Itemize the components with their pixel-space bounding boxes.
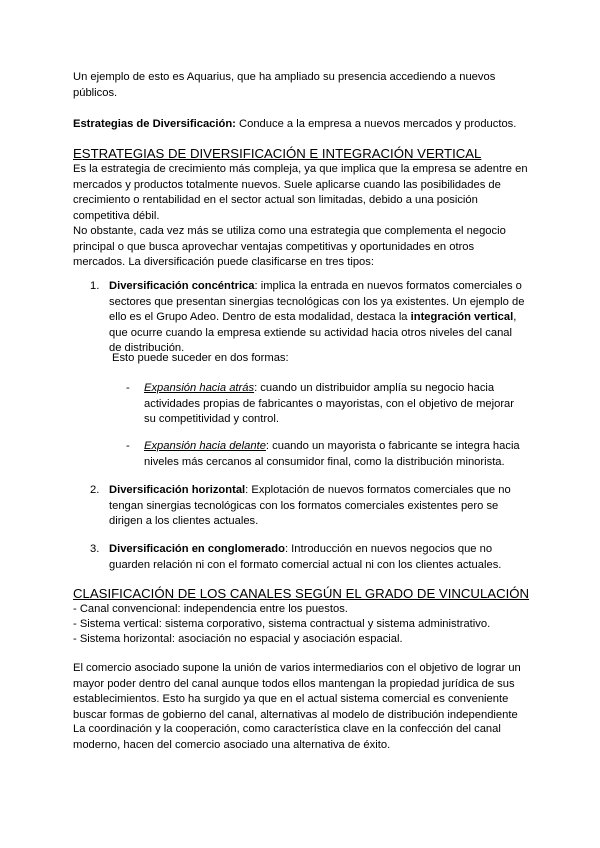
sub-item-text: : cuando un distribuidor amplía su negocio hacia actividades propias de fabricantes o mayoristas, con el objetivo de mejorar su competitividad y control. [144,382,515,425]
section-heading-diversificacion: ESTRATEGIAS DE DIVERSIFICACIÓN E INTEGRACIÓN VERTICAL [73,146,482,161]
canal-line: - Canal convencional: independencia entre los puestos. [73,603,348,615]
list-number: 2. [90,484,100,496]
item-text: : Explotación de nuevos formatos comerciales que no tengan sinergias tecnológicas con los formatos comerciales existentes pero se dirigen a los clientes actuales. [109,484,511,527]
section2-paragraph-1: El comercio asociado supone la unión de varios intermediarios con el objetivo de lograr un mayor poder dentro del canal aunque todos ellos mantengan la propiedad jurídica de sus establecimientos. Esto ha surgido ya que en el actual sistema comercial es conveniente buscar formas de gobierno del canal, alternativas al modelo de distribución independiente [73,662,521,721]
list-item-conglomerado [109,542,527,573]
item-bold-term: integración vertical [410,311,514,323]
estrategias-paragraph [73,117,528,133]
list-item-horizontal [109,483,527,530]
sub-dash: - [126,382,130,394]
item-label: Diversificación horizontal [109,484,246,496]
sub-item-expansion-atras [144,381,527,428]
canal-line: - Sistema vertical: sistema corporativo, sistema contractual y sistema administrativo. [73,618,491,630]
list-item-note: Esto puede suceder en dos formas: [112,352,289,364]
estrategias-text: Conduce a la empresa a nuevos mercados y productos. [235,118,517,130]
item-text: , que ocurre cuando la empresa extiende su actividad hacia otros niveles del canal de distribución. [109,311,517,354]
item-text: : Introducción en nuevos negocios que no guarden relación ni con el formato comercial actual ni con los clientes actuales. [109,543,502,571]
sub-dash: - [126,440,130,452]
estrategias-label: Estrategias de Diversificación: [73,118,236,130]
item-label: Diversificación concéntrica [109,280,255,292]
sub-item-label: Expansión hacia delante [144,440,266,452]
list-number: 3. [90,543,100,555]
section-heading-canales: CLASIFICACIÓN DE LOS CANALES SEGÚN EL GRADO DE VINCULACIÓN [73,586,530,601]
section1-paragraph-1: Es la estrategia de crecimiento más compleja, ya que implica que la empresa se adentre en mercados y productos totalmente nuevos. Suele aplicarse cuando las posibilidades de crecimiento o rentabilidad en el sector actual son limitadas, debido a una posición competitiva débil. [73,163,528,222]
sub-item-expansion-delante [144,439,527,470]
section2-paragraph-2: La coordinación y la cooperación, como característica clave en la confección del canal moderno, hacen del comercio asociado una alternativa de éxito. [73,723,501,751]
section1-paragraph-2: No obstante, cada vez más se utiliza como una estrategia que complementa el negocio principal o que busca aprovechar ventajas competitivas y oportunidades en otros mercados. La diversificación puede clasificarse en tres tipos: [73,225,506,268]
sub-item-label: Expansión hacia atrás [144,382,255,394]
sub-item-text: : cuando un mayorista o fabricante se integra hacia niveles más cercanos al consumidor final, como la distribución minorista. [144,440,520,468]
intro-paragraph: Un ejemplo de esto es Aquarius, que ha ampliado su presencia accediendo a nuevos públicos. [73,71,496,99]
item-text: : implica la entrada en nuevos formatos comerciales o sectores que presentan sinergias tecnológicas con los ya existentes. Un ejemplo de ello es el Grupo Adeo. Dentro de esta modalidad, destaca la [109,280,525,323]
list-item-concentrica [109,279,527,357]
list-number: 1. [90,280,100,292]
canal-line: - Sistema horizontal: asociación no espacial y asociación espacial. [73,633,403,645]
item-label: Diversificación en conglomerado [109,543,285,555]
